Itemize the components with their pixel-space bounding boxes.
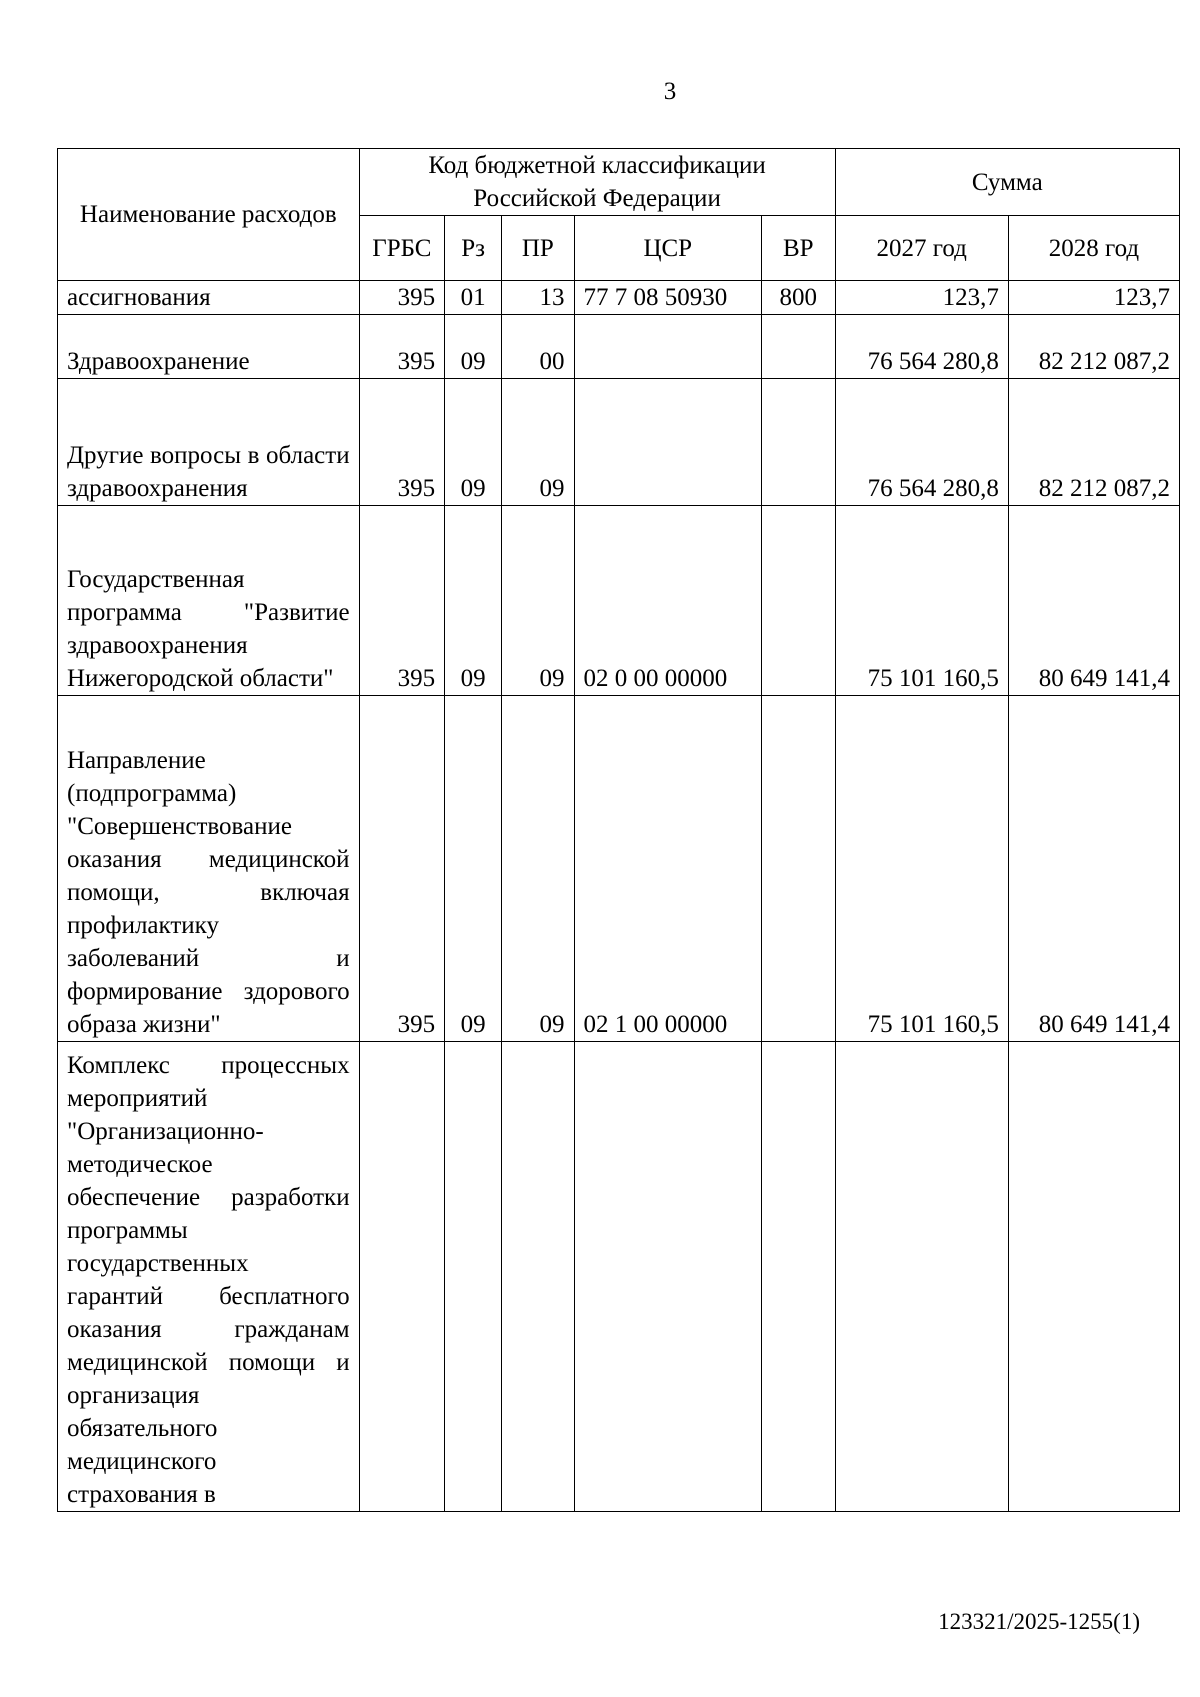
row-name: Направление (подпрограмма) "Совершенствование оказания медицинской помощи, включая профилактику заболеваний и формирование здорового образа жизни" — [58, 696, 360, 1042]
row-csr — [574, 1042, 762, 1512]
header-rz: Рз — [445, 216, 502, 281]
row-grbs: 395 — [359, 379, 445, 506]
row-name: Другие вопросы в области здравоохранения — [58, 379, 360, 506]
row-csr: 02 0 00 00000 — [574, 506, 762, 696]
page-number: 3 — [663, 78, 677, 105]
table-row — [58, 281, 1180, 315]
row-2028: 123,7 — [1008, 281, 1179, 315]
row-csr — [574, 379, 762, 506]
row-2027: 123,7 — [835, 281, 1008, 315]
row-vr — [762, 506, 836, 696]
header-vr: ВР — [762, 216, 836, 281]
row-pr: 13 — [502, 281, 574, 315]
row-vr: 800 — [762, 281, 836, 315]
row-2028: 80 649 141,4 — [1008, 696, 1179, 1042]
row-2028: 80 649 141,4 — [1008, 506, 1179, 696]
row-2028: 82 212 087,2 — [1008, 379, 1179, 506]
document-registration-code: 123321/2025-1255(1) — [938, 1609, 1140, 1634]
row-name: Здравоохранение — [58, 315, 360, 379]
row-grbs: 395 — [359, 696, 445, 1042]
row-grbs: 395 — [359, 281, 445, 315]
row-2027: 76 564 280,8 — [835, 315, 1008, 379]
row-pr — [502, 1042, 574, 1512]
row-csr — [574, 315, 762, 379]
row-name: Комплекс процессных мероприятий "Организационно-методическое обеспечение разработки программы государственных гарантий бесплатного оказания гражданам медицинской помощи и организация обязательного медицинского страхования в — [58, 1042, 360, 1512]
row-pr: 09 — [502, 696, 574, 1042]
header-grbs: ГРБС — [359, 216, 445, 281]
row-pr: 00 — [502, 315, 574, 379]
row-rz: 09 — [445, 379, 502, 506]
row-2028: 82 212 087,2 — [1008, 315, 1179, 379]
row-grbs: 395 — [359, 506, 445, 696]
row-name: Государственная программа "Развитие здравоохранения Нижегородской области" — [58, 506, 360, 696]
row-name: ассигнования — [58, 281, 360, 315]
header-code-group: Код бюджетной классификации Российской Федерации — [359, 149, 835, 216]
table-row — [58, 1042, 1180, 1512]
row-2027: 75 101 160,5 — [835, 506, 1008, 696]
header-2028: 2028 год — [1008, 216, 1179, 281]
row-2027 — [835, 1042, 1008, 1512]
table-row — [58, 315, 1180, 379]
header-sum-group: Сумма — [835, 149, 1179, 216]
row-grbs — [359, 1042, 445, 1512]
row-vr — [762, 696, 836, 1042]
header-name: Наименование расходов — [58, 149, 360, 281]
row-rz: 01 — [445, 281, 502, 315]
budget-table — [57, 148, 1180, 1512]
row-pr: 09 — [502, 506, 574, 696]
row-vr — [762, 1042, 836, 1512]
row-rz: 09 — [445, 696, 502, 1042]
row-2027: 76 564 280,8 — [835, 379, 1008, 506]
row-rz: 09 — [445, 506, 502, 696]
row-2028 — [1008, 1042, 1179, 1512]
row-vr — [762, 315, 836, 379]
row-rz: 09 — [445, 315, 502, 379]
header-pr: ПР — [502, 216, 574, 281]
row-csr: 77 7 08 50930 — [574, 281, 762, 315]
row-vr — [762, 379, 836, 506]
table-row — [58, 696, 1180, 1042]
row-pr: 09 — [502, 379, 574, 506]
row-csr: 02 1 00 00000 — [574, 696, 762, 1042]
row-rz — [445, 1042, 502, 1512]
header-2027: 2027 год — [835, 216, 1008, 281]
row-2027: 75 101 160,5 — [835, 696, 1008, 1042]
header-csr: ЦСР — [574, 216, 762, 281]
table-row — [58, 379, 1180, 506]
table-row — [58, 506, 1180, 696]
row-grbs: 395 — [359, 315, 445, 379]
